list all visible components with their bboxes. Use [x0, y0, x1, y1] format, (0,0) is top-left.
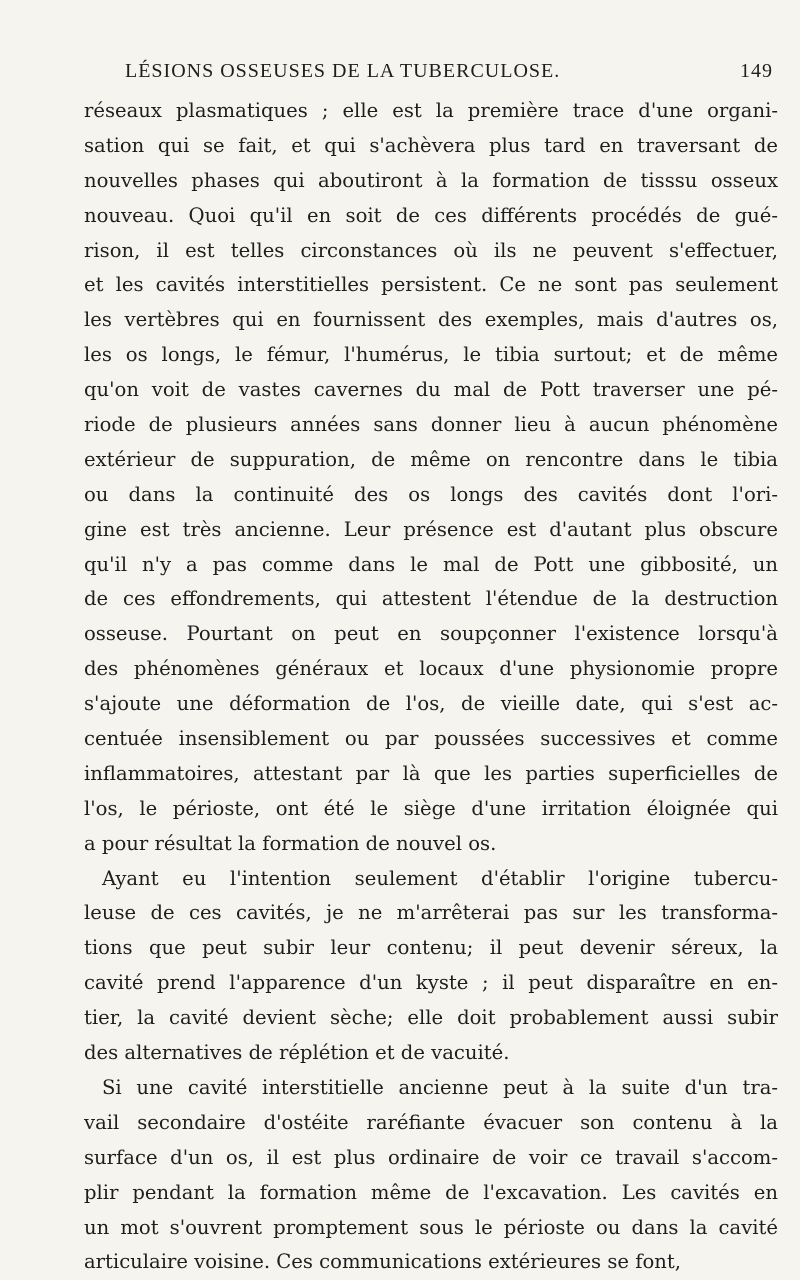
running-title: LÉSIONS OSSEUSES DE LA TUBERCULOSE. [125, 60, 561, 82]
text-line: leuse de ces cavités, je ne m'arrêterai pas sur les transforma- [84, 901, 778, 925]
text-line: les vertèbres qui en fournissent des exemples, mais d'autres os, [84, 308, 778, 332]
text-line: sation qui se fait, et qui s'achèvera plus tard en traversant de [84, 133, 778, 157]
text-line: s'ajoute une déformation de l'os, de vieille date, qui s'est ac- [84, 692, 778, 716]
running-header [125, 60, 775, 84]
text-line: rison, il est telles circonstances où ils ne peuvent s'effectuer, [84, 238, 778, 262]
text-line: vail secondaire d'ostéite raréfiante évacuer son contenu à la [84, 1110, 778, 1134]
text-line: qu'il n'y a pas comme dans le mal de Pott une gibbosité, un [84, 552, 778, 576]
text-line: des phénomènes généraux et locaux d'une physionomie propre [84, 657, 778, 681]
text-line: ou dans la continuité des os longs des cavités dont l'ori- [84, 482, 778, 506]
text-line: qu'on voit de vastes cavernes du mal de Pott traverser une pé- [84, 378, 778, 402]
text-line: surface d'un os, il est plus ordinaire de voir ce travail s'accom- [84, 1145, 778, 1169]
text-line: osseuse. Pourtant on peut en soupçonner l'existence lorsqu'à [84, 622, 778, 646]
text-line: un mot s'ouvrent promptement sous le périoste ou dans la cavité [84, 1215, 778, 1239]
text-line: riode de plusieurs années sans donner lieu à aucun phénomène [84, 413, 778, 437]
text-line: nouveau. Quoi qu'il en soit de ces différents procédés de gué- [84, 203, 778, 227]
text-line: cavité prend l'apparence d'un kyste ; il peut disparaître en en- [84, 971, 778, 995]
text-line: Ayant eu l'intention seulement d'établir l'origine tubercu- [102, 866, 778, 890]
text-line: articulaire voisine. Ces communications extérieures se font, [84, 1250, 681, 1274]
page-number: 149 [740, 60, 773, 82]
text-line: Si une cavité interstitielle ancienne peut à la suite d'un tra- [102, 1075, 778, 1099]
text-line: des alternatives de réplétion et de vacuité. [84, 1041, 510, 1065]
text-line: extérieur de suppuration, de même on rencontre dans le tibia [84, 447, 778, 471]
text-line: gine est très ancienne. Leur présence est d'autant plus obscure [84, 517, 778, 541]
text-line: inflammatoires, attestant par là que les parties superficielles de [84, 761, 778, 785]
text-line: plir pendant la formation même de l'excavation. Les cavités en [84, 1180, 778, 1204]
text-line: réseaux plasmatiques ; elle est la première trace d'une organi- [84, 99, 778, 122]
text-line: l'os, le périoste, ont été le siège d'une irritation éloignée qui [84, 796, 778, 820]
body-text [84, 94, 778, 1280]
text-line: les os longs, le fémur, l'humérus, le tibia surtout; et de même [84, 343, 778, 367]
text-line: tier, la cavité devient sèche; elle doit probablement aussi subir [84, 1006, 778, 1030]
text-line: tions que peut subir leur contenu; il peut devenir séreux, la [84, 936, 778, 960]
text-line: et les cavités interstitielles persistent. Ce ne sont pas seulement [84, 273, 778, 297]
text-line: centuée insensiblement ou par poussées successives et comme [84, 727, 778, 751]
text-line: nouvelles phases qui aboutiront à la formation de tisssu osseux [84, 168, 778, 192]
text-line: a pour résultat la formation de nouvel os. [84, 831, 497, 855]
text-line: de ces effondrements, qui attestent l'étendue de la destruction [84, 587, 778, 611]
